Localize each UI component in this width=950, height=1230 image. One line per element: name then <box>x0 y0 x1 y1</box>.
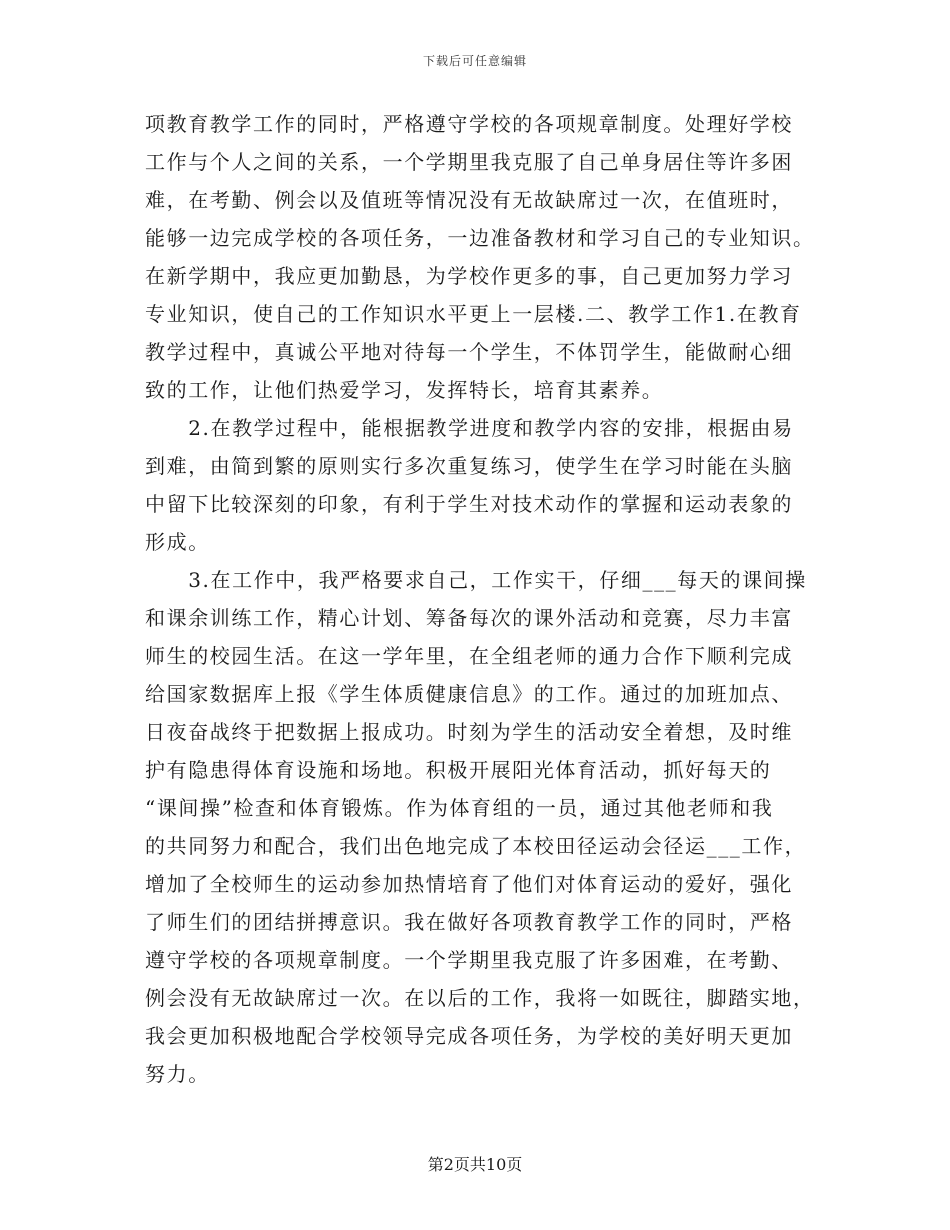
text-line: 例会没有无故缺席过一次。在以后的工作，我将一如既往，脚踏实地， <box>145 986 815 1010</box>
text-line: 能够一边完成学校的各项任务，一边准备教材和学习自己的专业知识。 <box>145 226 815 250</box>
text-line: 中留下比较深刻的印象，有利于学生对技术动作的掌握和运动表象的 <box>145 492 793 516</box>
text-line: 到难，由简到繁的原则实行多次重复练习，使学生在学习时能在头脑 <box>145 454 793 478</box>
text-line: 和课余训练工作，精心计划、筹备每次的课外活动和竞赛，尽力丰富 <box>145 606 793 630</box>
text-line: 我会更加积极地配合学校领导完成各项任务，为学校的美好明天更加 <box>145 1024 793 1048</box>
text-line: 日夜奋战终于把数据上报成功。时刻为学生的活动安全着想，及时维 <box>145 720 793 744</box>
text-line: 遵守学校的各项规章制度。一个学期里我克服了许多困难，在考勤、 <box>145 948 793 972</box>
text-line: “课间操”检查和体育锻炼。作为体育组的一员，通过其他老师和我 <box>145 796 774 820</box>
text-line: 努力。 <box>145 1062 210 1086</box>
text-line: 形成。 <box>145 530 210 554</box>
text-line: 3.在工作中，我严格要求自己，工作实干，仔细___每天的课间操 <box>145 568 807 592</box>
text-line: 工作与个人之间的关系，一个学期里我克服了自己单身居住等许多困 <box>145 150 793 174</box>
page-header: 下载后可任意编辑 <box>422 54 527 68</box>
text-line: 项教育教学工作的同时，严格遵守学校的各项规章制度。处理好学校 <box>145 112 793 136</box>
text-line: 的共同努力和配合，我们出色地完成了本校田径运动会径运___工作， <box>145 834 807 858</box>
text-line: 给国家数据库上报《学生体质健康信息》的工作。通过的加班加点、 <box>145 682 793 706</box>
text-line: 致的工作，让他们热爱学习，发挥特长，培育其素养。 <box>145 378 664 402</box>
text-line: 专业知识，使自己的工作知识水平更上一层楼.二、教学工作1.在教育 <box>145 302 802 326</box>
text-line: 增加了全校师生的运动参加热情培育了他们对体育运动的爱好，强化 <box>145 872 793 896</box>
text-line: 护有隐患得体育设施和场地。积极开展阳光体育活动，抓好每天的 <box>145 758 772 782</box>
text-line: 在新学期中，我应更加勤恳，为学校作更多的事，自己更加努力学习 <box>145 264 793 288</box>
text-line: 了师生们的团结拼搏意识。我在做好各项教育教学工作的同时，严格 <box>145 910 793 934</box>
document-body <box>145 105 815 1093</box>
page-number: 第2页共10页 <box>427 1155 523 1174</box>
text-line: 难，在考勤、例会以及值班等情况没有无故缺席过一次，在值班时， <box>145 188 793 212</box>
text-line: 师生的校园生活。在这一学年里，在全组老师的通力合作下顺利完成 <box>145 644 793 668</box>
text-line: 2.在教学过程中，能根据教学进度和教学内容的安排，根据由易 <box>145 416 794 440</box>
text-line: 教学过程中，真诚公平地对待每一个学生，不体罚学生，能做耐心细 <box>145 340 793 364</box>
